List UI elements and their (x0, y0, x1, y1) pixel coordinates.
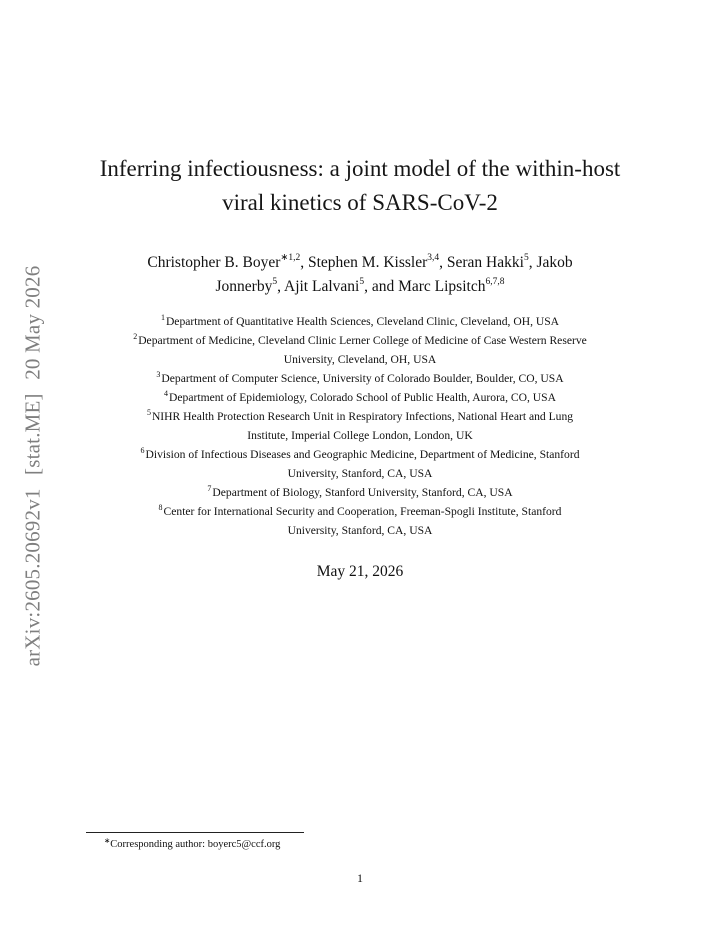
footnote-mark: ∗ (104, 835, 111, 845)
affiliation-line (80, 407, 640, 426)
author-affiliation-marks: 6,7,8 (485, 276, 505, 287)
affiliation-text: University, Stanford, CA, USA (287, 467, 433, 480)
affiliation-mark: 1 (160, 313, 165, 323)
page-number: 1 (357, 871, 363, 885)
affiliation-mark: 2 (133, 332, 138, 342)
author-line (90, 251, 630, 275)
author-affiliation-marks: 5 (523, 252, 529, 263)
affiliation-text: Department of Computer Science, University of Colorado Boulder, Boulder, CO, USA (161, 372, 564, 385)
affiliation-line (80, 331, 640, 350)
title-line: viral kinetics of SARS-CoV-2 (222, 190, 498, 215)
corresponding-author-footnote (104, 835, 281, 852)
affiliation-line (80, 426, 640, 445)
affiliation-line (80, 445, 640, 464)
footnote-divider (86, 832, 304, 833)
arxiv-date: 20 May 2026 (20, 265, 45, 380)
author-affiliation-marks: ∗1,2 (280, 252, 301, 263)
affiliation-mark: 6 (140, 446, 145, 456)
affiliation-text: Department of Epidemiology, Colorado School of Public Health, Aurora, CO, USA (169, 391, 556, 404)
author-name: Ajit Lalvani (284, 278, 360, 295)
affiliation-line (80, 312, 640, 331)
affiliation-text: Institute, Imperial College London, London, UK (247, 429, 473, 442)
author-separator: , (277, 278, 284, 295)
affiliation-mark: 7 (207, 484, 212, 494)
paper-title (70, 152, 650, 220)
affiliation-text: Department of Medicine, Cleveland Clinic Lerner College of Medicine of Case Western Reserve (138, 334, 587, 347)
author-separator: , (364, 278, 372, 295)
affiliation-text: University, Stanford, CA, USA (287, 524, 433, 537)
author-separator: , (528, 254, 537, 271)
affiliation-line (80, 483, 640, 502)
title-line: Inferring infectiousness: a joint model of the within-host (99, 156, 621, 181)
affiliation-text: Division of Infectious Diseases and Geographic Medicine, Department of Medicine, Stanford (145, 448, 580, 461)
affiliation-line (80, 502, 640, 521)
author-affiliation-marks: 3,4 (427, 252, 440, 263)
affiliation-text: NIHR Health Protection Research Unit in Respiratory Infections, National Heart and Lung (151, 410, 574, 423)
author-list (90, 251, 630, 299)
affiliation-text: Department of Quantitative Health Sciences, Cleveland Clinic, Cleveland, OH, USA (165, 315, 560, 328)
author-name: Seran Hakki (446, 254, 524, 271)
arxiv-identifier-stamp[interactable] (21, 262, 46, 671)
author-separator: , (439, 254, 447, 271)
affiliation-line (80, 388, 640, 407)
footnote-text: Corresponding author: boyerc5@ccf.org (110, 839, 281, 850)
author-separator: , (300, 254, 308, 271)
author-line (90, 275, 630, 299)
author-affiliation-marks: 5 (272, 276, 278, 287)
author-name: Christopher B. Boyer (147, 254, 281, 271)
affiliation-line (80, 464, 640, 483)
affiliation-mark: 4 (164, 389, 169, 399)
affiliation-text: University, Cleveland, OH, USA (283, 353, 437, 366)
paper-date: May 21, 2026 (316, 563, 404, 580)
author-name: Stephen M. Kissler (308, 254, 428, 271)
affiliation-text: Department of Biology, Stanford University, Stanford, CA, USA (212, 486, 513, 499)
affiliation-list (80, 312, 640, 540)
author-name: and Marc Lipsitch (371, 278, 486, 295)
author-name: Jonnerby (215, 278, 273, 295)
author-affiliation-marks: 5 (359, 276, 365, 287)
affiliation-line (80, 369, 640, 388)
affiliation-mark: 8 (158, 503, 163, 513)
arxiv-id: arXiv:2605.20692v1 (20, 488, 45, 667)
affiliation-text: Center for International Security and Cooperation, Freeman-Spogli Institute, Stanford (163, 505, 562, 518)
arxiv-category: [stat.ME] (20, 393, 45, 475)
affiliation-mark: 5 (146, 408, 151, 418)
author-name: Jakob (536, 254, 573, 271)
affiliation-line (80, 521, 640, 540)
affiliation-line (80, 350, 640, 369)
affiliation-mark: 3 (156, 370, 161, 380)
